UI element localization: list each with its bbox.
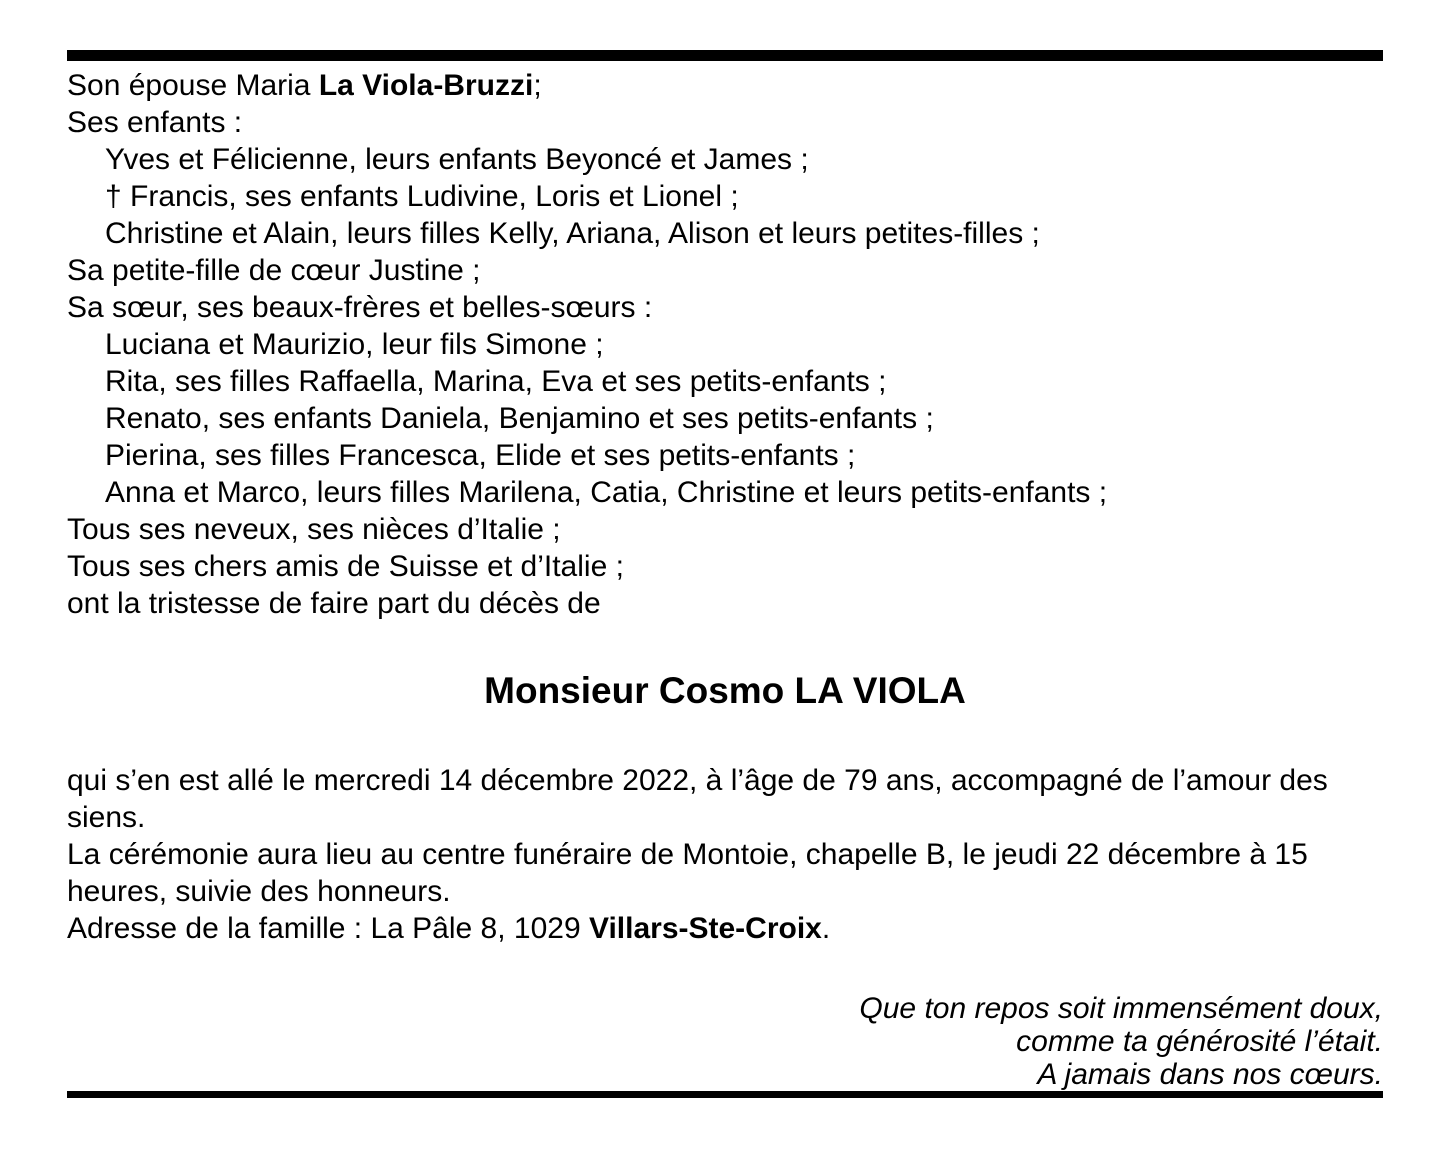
family-line-spouse — [67, 67, 1383, 104]
family-line-siblings-label — [67, 289, 1383, 326]
bottom-rule — [67, 1091, 1383, 1098]
family-line-relative — [67, 437, 1383, 474]
death-details-paragraph: qui s’en est allé le mercredi 14 décembre 2022, à l’âge de 79 ans, accompagné de l’amour des siens. — [67, 764, 1328, 834]
family-line-text: Luciana et Maurizio, leur fils Simone ; — [105, 328, 604, 361]
family-line-text: Tous ses chers amis de Suisse et d’Italie ; — [67, 550, 624, 583]
address-text: . — [821, 912, 831, 945]
family-line-text: Ses enfants : — [67, 106, 243, 139]
family-address-paragraph — [67, 910, 1383, 947]
family-line-text: Sa petite-fille de cœur Justine ; — [67, 254, 481, 287]
family-line-child — [67, 215, 1383, 252]
family-line-closing — [67, 585, 1383, 622]
family-line-bold: La Viola-Bruzzi — [318, 69, 534, 102]
family-line-nephews — [67, 511, 1383, 548]
family-line-children-label — [67, 104, 1383, 141]
family-line-friends — [67, 548, 1383, 585]
family-line-text: Christine et Alain, leurs filles Kelly, Ariana, Alison et leurs petites-filles ; — [105, 217, 1040, 250]
family-line-granddaughter — [67, 252, 1383, 289]
family-line-text: Renato, ses enfants Daniela, Benjamino et ses petits-enfants ; — [105, 402, 934, 435]
family-line-text: ; — [533, 69, 542, 102]
top-rule — [67, 50, 1383, 61]
deceased-name: Monsieur Cosmo LA VIOLA — [484, 670, 966, 711]
family-line-text: Sa sœur, ses beaux-frères et belles-sœurs : — [67, 291, 653, 324]
family-line-child — [67, 178, 1383, 215]
family-line-text: Tous ses neveux, ses nièces d’Italie ; — [67, 513, 561, 546]
epitaph-line: comme ta générosité l’était. — [1016, 1025, 1383, 1058]
ceremony-paragraph: La cérémonie aura lieu au centre funéraire de Montoie, chapelle B, le jeudi 22 décembre à 15 heures, suivie des honneurs. — [67, 838, 1308, 908]
epitaph-line: A jamais dans nos cœurs. — [1037, 1058, 1383, 1091]
obituary-content — [67, 0, 1383, 1098]
family-line-relative — [67, 400, 1383, 437]
address-text: Adresse de la famille : La Pâle 8, 1029 — [67, 912, 589, 945]
ceremony-details — [67, 762, 1383, 947]
family-line-text: Anna et Marco, leurs filles Marilena, Catia, Christine et leurs petits-enfants ; — [105, 476, 1108, 509]
family-line-text: Yves et Félicienne, leurs enfants Beyoncé et James ; — [105, 143, 809, 176]
address-city-bold: Villars-Ste-Croix — [588, 912, 822, 945]
family-list — [67, 67, 1383, 622]
family-line-text: † Francis, ses enfants Ludivine, Loris et Lionel ; — [105, 180, 739, 213]
family-line-text: ont la tristesse de faire part du décès de — [67, 587, 601, 620]
family-line-child — [67, 141, 1383, 178]
epitaph-line: Que ton repos soit immensément doux, — [859, 992, 1383, 1025]
epitaph-quote — [67, 992, 1383, 1091]
family-line-text: Son épouse Maria — [67, 69, 319, 102]
family-line-text: Pierina, ses filles Francesca, Elide et ses petits-enfants ; — [105, 439, 856, 472]
family-line-text: Rita, ses filles Raffaella, Marina, Eva et ses petits-enfants ; — [105, 365, 887, 398]
family-line-relative — [67, 326, 1383, 363]
family-line-relative — [67, 474, 1383, 511]
family-line-relative — [67, 363, 1383, 400]
